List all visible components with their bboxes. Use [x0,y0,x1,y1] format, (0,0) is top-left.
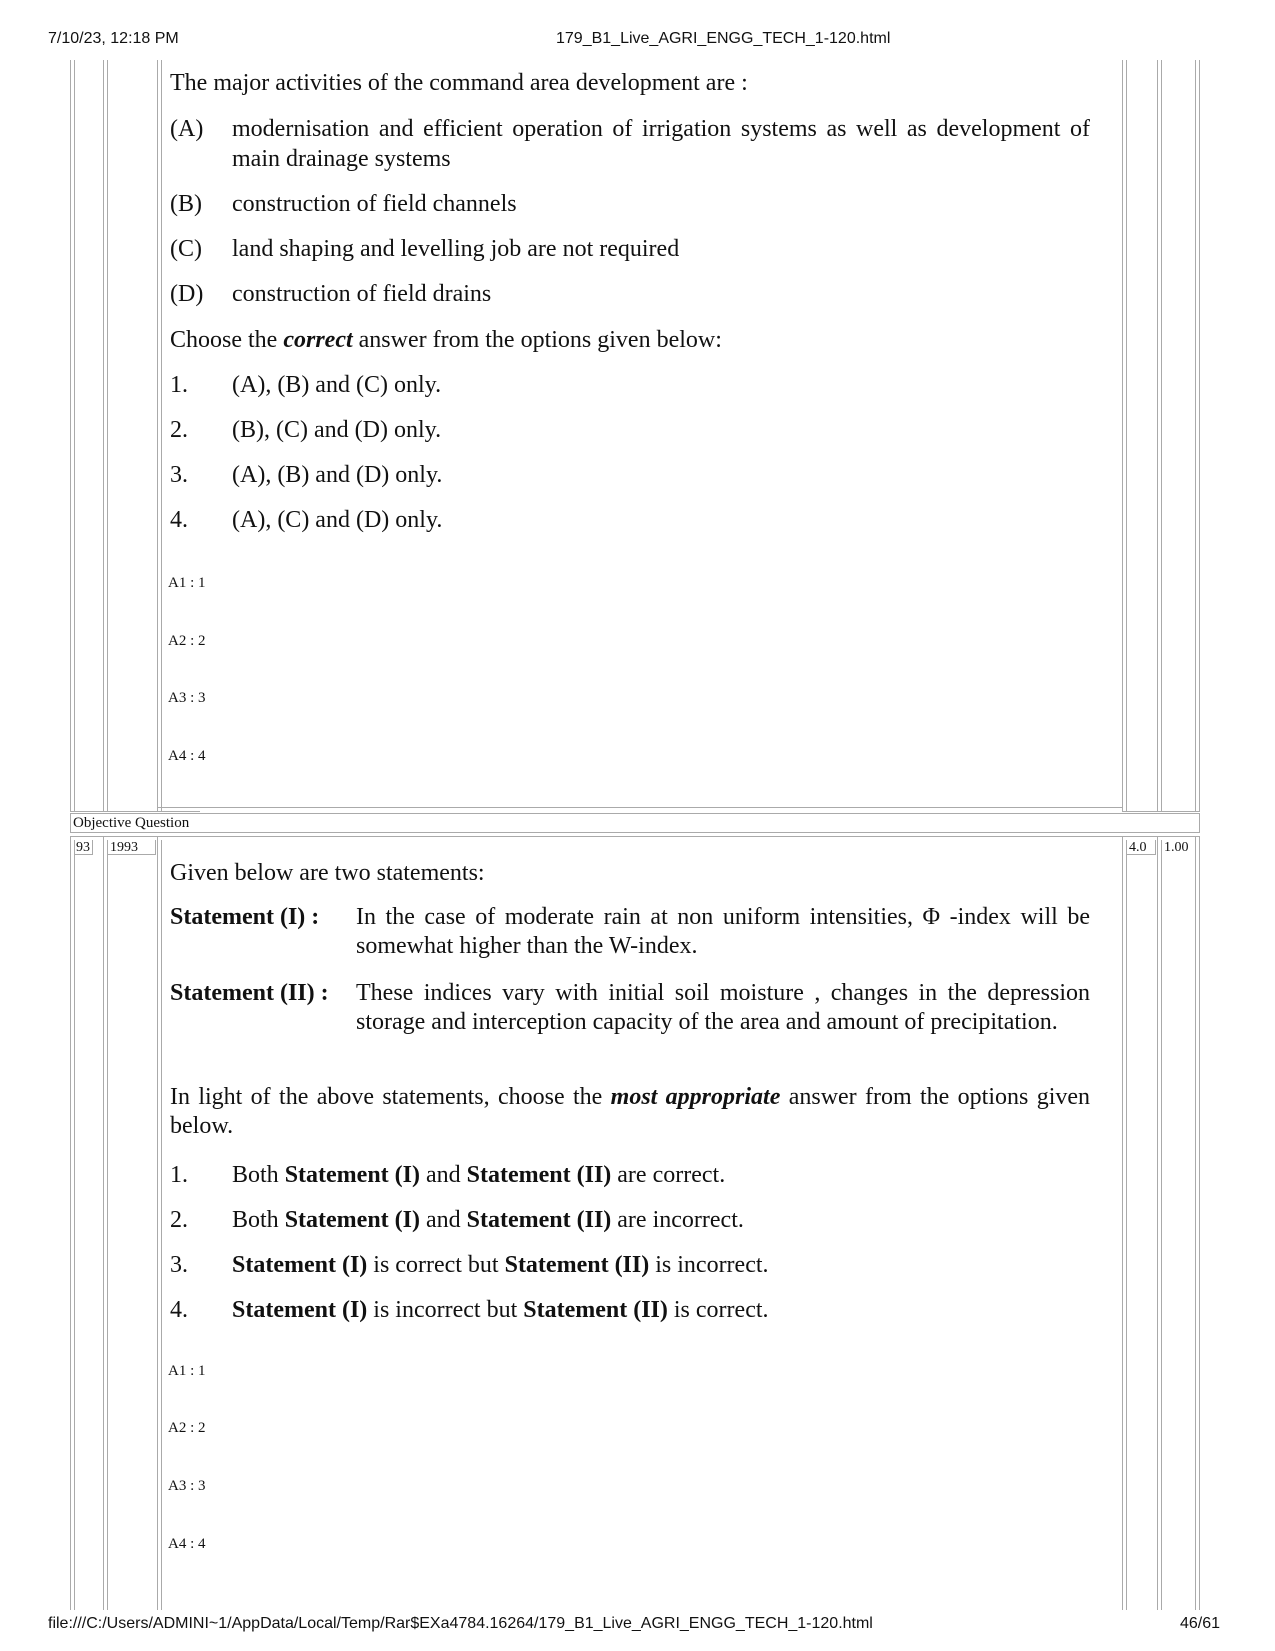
answer-key-1: A1 : 1 [168,575,206,591]
option-text: (A), (B) and (D) only. [232,462,443,488]
statement-key: (A) [170,116,204,142]
option-key: 3. [170,1252,188,1278]
statement-2 [170,979,1090,1037]
answer-key-2: A2 : 2 [168,1420,206,1436]
answer-key-3: A3 : 3 [168,1478,206,1494]
option-text: Statement (I) is incorrect but Statement (II) is correct. [232,1297,769,1323]
statement-a [170,114,1090,174]
option-key: 3. [170,462,188,488]
option-text: Both Statement (I) and Statement (II) are correct. [232,1162,726,1188]
answer-key-3: A3 : 3 [168,690,206,706]
statement-d [170,279,1090,309]
answer-key-2: A2 : 2 [168,633,206,649]
question-text: The major activities of the command area development are : [170,70,748,96]
statement-1-label: Statement (I) : [170,904,320,930]
option-key: 4. [170,507,188,533]
option-2 [170,415,1090,445]
question-id: 1993 [110,840,138,855]
instruction-emphasis: correct [283,327,353,353]
negative-marks: 1.00 [1164,840,1189,855]
option-key: 2. [170,1207,188,1233]
statement-text: land shaping and levelling job are not required [232,236,680,262]
print-page-number: 46/61 [1180,1615,1221,1632]
instruction-emphasis: most appropriate [610,1084,781,1110]
option-2 [170,1205,1090,1235]
option-3 [170,460,1090,490]
option-3 [170,1250,1090,1280]
option-key: 1. [170,372,188,398]
instruction: Choose the correct answer from the options given below: [170,327,722,353]
option-key: 4. [170,1297,188,1323]
statement-text: modernisation and efficient operation of irrigation systems as well as development of main drainage systems [232,116,1090,172]
statement-text: construction of field drains [232,281,492,307]
question-marks: 4.0 [1129,840,1147,855]
option-1 [170,370,1090,400]
instruction: In light of the above statements, choose the most appropriate answer from the options given below. [170,1084,1091,1139]
option-text: (A), (B) and (C) only. [232,372,442,398]
statement-key: (D) [170,281,204,307]
statement-b [170,189,1090,219]
statement-text: construction of field channels [232,191,517,217]
statement-2-text: These indices vary with initial soil moisture , changes in the depression storage and interception capacity of the area and amount of precipitation. [356,980,1090,1035]
answer-key-4: A4 : 4 [168,1536,206,1552]
statement-1 [170,903,1090,961]
section-label: Objective Question [73,815,190,831]
question-number: 93 [76,840,90,855]
print-doc-title: 179_B1_Live_AGRI_ENGG_TECH_1-120.html [556,30,891,47]
answer-key-1: A1 : 1 [168,1363,206,1379]
option-key: 2. [170,417,188,443]
statement-key: (B) [170,191,202,217]
statement-c [170,234,1090,264]
statement-key: (C) [170,236,202,262]
answer-key-4: A4 : 4 [168,748,206,764]
statement-2-label: Statement (II) : [170,980,329,1006]
option-text: Both Statement (I) and Statement (II) are incorrect. [232,1207,744,1233]
option-4 [170,1295,1090,1325]
option-text: Statement (I) is correct but Statement (II) is incorrect. [232,1252,769,1278]
option-4 [170,505,1090,535]
statement-1-text: In the case of moderate rain at non uniform intensities, Φ -index will be somewhat higher than the W-index. [356,904,1090,959]
option-text: (B), (C) and (D) only. [232,417,442,443]
option-key: 1. [170,1162,188,1188]
print-datetime: 7/10/23, 12:18 PM [48,30,179,47]
option-1 [170,1160,1090,1190]
print-file-path: file:///C:/Users/ADMINI~1/AppData/Local/Temp/Rar$EXa4784.16264/179_B1_Live_AGRI_ENGG_TECH_1-120.html [48,1615,873,1632]
option-text: (A), (C) and (D) only. [232,507,443,533]
section-label-row [70,813,1200,833]
question-intro: Given below are two statements: [170,860,485,886]
